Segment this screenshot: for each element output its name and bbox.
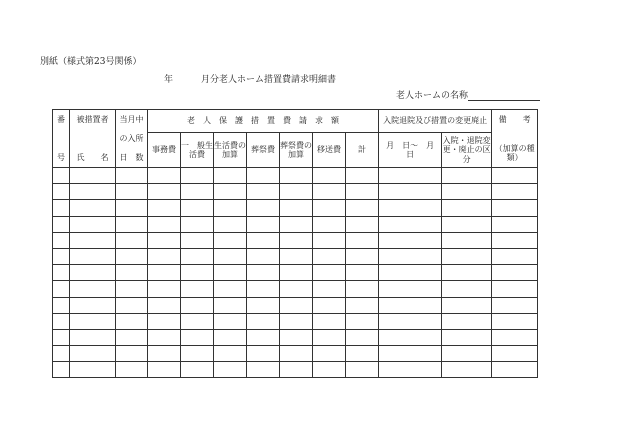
table-cell[interactable] bbox=[379, 184, 442, 200]
header-living-addition: 生活費の加算 bbox=[214, 133, 247, 168]
table-cell[interactable] bbox=[181, 200, 214, 216]
table-cell[interactable] bbox=[181, 168, 214, 184]
table-cell[interactable] bbox=[346, 346, 379, 362]
table-cell[interactable] bbox=[214, 200, 247, 216]
table-cell[interactable] bbox=[280, 216, 313, 232]
table-cell[interactable] bbox=[442, 297, 492, 313]
table-cell[interactable] bbox=[346, 200, 379, 216]
table-row bbox=[53, 168, 538, 184]
table-cell[interactable] bbox=[214, 281, 247, 297]
table-cell[interactable] bbox=[313, 184, 346, 200]
table-cell[interactable] bbox=[379, 297, 442, 313]
facility-name-label: 老人ホームの名称 bbox=[396, 91, 469, 101]
header-number: 番 号 bbox=[53, 110, 70, 168]
table-row bbox=[53, 329, 538, 345]
table-cell[interactable] bbox=[181, 346, 214, 362]
table-cell[interactable] bbox=[313, 265, 346, 281]
header-admission-group: 入院退院及び措置の変更廃止 bbox=[379, 110, 492, 133]
title-text: 月分老人ホーム措置費請求明細書 bbox=[201, 75, 337, 85]
table-cell[interactable] bbox=[442, 313, 492, 329]
table-cell[interactable] bbox=[70, 362, 116, 378]
table-cell[interactable] bbox=[70, 200, 116, 216]
table-cell[interactable] bbox=[247, 168, 280, 184]
table-cell[interactable] bbox=[148, 297, 181, 313]
table-cell[interactable] bbox=[148, 329, 181, 345]
table-cell[interactable] bbox=[247, 329, 280, 345]
table-cell[interactable] bbox=[247, 281, 280, 297]
table-cell[interactable] bbox=[247, 313, 280, 329]
header-change-category: 入院・退院変更・廃止の区分 bbox=[442, 133, 492, 168]
table-cell[interactable] bbox=[492, 362, 538, 378]
table-cell[interactable] bbox=[442, 200, 492, 216]
table-cell[interactable] bbox=[346, 297, 379, 313]
table-row bbox=[53, 313, 538, 329]
table-cell[interactable] bbox=[280, 346, 313, 362]
table-cell[interactable] bbox=[280, 184, 313, 200]
table-cell[interactable] bbox=[247, 362, 280, 378]
table-cell[interactable] bbox=[181, 216, 214, 232]
table-cell[interactable] bbox=[116, 200, 148, 216]
form-reference: 別紙（様式第23号関係） bbox=[40, 57, 142, 67]
table-cell[interactable] bbox=[346, 216, 379, 232]
table-cell[interactable] bbox=[116, 265, 148, 281]
table-cell[interactable] bbox=[280, 265, 313, 281]
facility-name-line bbox=[396, 88, 540, 101]
table-cell[interactable] bbox=[116, 232, 148, 248]
header-fee-group: 老 人 保 護 措 置 費 請 求 額 bbox=[148, 110, 379, 133]
table-cell[interactable] bbox=[492, 216, 538, 232]
table-cell[interactable] bbox=[492, 200, 538, 216]
table-cell[interactable] bbox=[70, 184, 116, 200]
table-cell[interactable] bbox=[247, 346, 280, 362]
table-cell[interactable] bbox=[492, 281, 538, 297]
table-cell[interactable] bbox=[148, 362, 181, 378]
table-cell[interactable] bbox=[247, 232, 280, 248]
table-cell[interactable] bbox=[280, 362, 313, 378]
table-cell[interactable] bbox=[492, 297, 538, 313]
table-cell[interactable] bbox=[247, 297, 280, 313]
table-cell[interactable] bbox=[53, 297, 70, 313]
table-cell[interactable] bbox=[181, 184, 214, 200]
table-cell[interactable] bbox=[280, 168, 313, 184]
table-row bbox=[53, 200, 538, 216]
table-row bbox=[53, 281, 538, 297]
table-cell[interactable] bbox=[181, 329, 214, 345]
table-cell[interactable] bbox=[53, 168, 70, 184]
table-cell[interactable] bbox=[181, 313, 214, 329]
table-cell[interactable] bbox=[442, 329, 492, 345]
table-cell[interactable] bbox=[214, 362, 247, 378]
table-cell[interactable] bbox=[116, 216, 148, 232]
table-row bbox=[53, 362, 538, 378]
table-cell[interactable] bbox=[379, 329, 442, 345]
table-cell[interactable] bbox=[148, 216, 181, 232]
table-cell[interactable] bbox=[280, 281, 313, 297]
table-cell[interactable] bbox=[214, 346, 247, 362]
table-cell[interactable] bbox=[247, 184, 280, 200]
table-cell[interactable] bbox=[214, 232, 247, 248]
table-cell[interactable] bbox=[70, 232, 116, 248]
document-title bbox=[0, 72, 630, 85]
table-cell[interactable] bbox=[492, 248, 538, 264]
table-cell[interactable] bbox=[492, 346, 538, 362]
table-cell[interactable] bbox=[313, 281, 346, 297]
table-cell[interactable] bbox=[346, 329, 379, 345]
table-cell[interactable] bbox=[379, 362, 442, 378]
table-cell[interactable] bbox=[280, 232, 313, 248]
table-cell[interactable] bbox=[214, 248, 247, 264]
table-cell[interactable] bbox=[53, 313, 70, 329]
table-cell[interactable] bbox=[442, 248, 492, 264]
table-cell[interactable] bbox=[148, 281, 181, 297]
table-cell[interactable] bbox=[442, 184, 492, 200]
table-cell[interactable] bbox=[148, 168, 181, 184]
table-cell[interactable] bbox=[116, 346, 148, 362]
table-cell[interactable] bbox=[181, 265, 214, 281]
table-cell[interactable] bbox=[492, 168, 538, 184]
table-cell[interactable] bbox=[247, 265, 280, 281]
table-cell[interactable] bbox=[116, 281, 148, 297]
table-cell[interactable] bbox=[346, 313, 379, 329]
header-funeral-addition: 葬祭費の加算 bbox=[280, 133, 313, 168]
table-cell[interactable] bbox=[313, 248, 346, 264]
table-cell[interactable] bbox=[313, 232, 346, 248]
table-cell[interactable] bbox=[346, 362, 379, 378]
table-row bbox=[53, 265, 538, 281]
table-cell[interactable] bbox=[116, 297, 148, 313]
table-cell[interactable] bbox=[379, 313, 442, 329]
table-cell[interactable] bbox=[148, 313, 181, 329]
table-cell[interactable] bbox=[492, 184, 538, 200]
table-row bbox=[53, 216, 538, 232]
table-cell[interactable] bbox=[280, 329, 313, 345]
table-cell[interactable] bbox=[313, 297, 346, 313]
table-cell[interactable] bbox=[442, 346, 492, 362]
table-cell[interactable] bbox=[442, 216, 492, 232]
table-cell[interactable] bbox=[247, 216, 280, 232]
table-cell[interactable] bbox=[116, 313, 148, 329]
header-remarks: 備 考 （加算の種類） bbox=[492, 110, 538, 168]
table-cell[interactable] bbox=[346, 281, 379, 297]
table-cell[interactable] bbox=[53, 281, 70, 297]
table-cell[interactable] bbox=[313, 216, 346, 232]
table-cell[interactable] bbox=[346, 248, 379, 264]
header-days: 当月中 の入所 日 数 bbox=[116, 110, 148, 168]
header-person-name: 被措置者 氏 名 bbox=[70, 110, 116, 168]
table-cell[interactable] bbox=[280, 200, 313, 216]
table-cell[interactable] bbox=[53, 248, 70, 264]
table-row bbox=[53, 346, 538, 362]
table-cell[interactable] bbox=[116, 184, 148, 200]
table-cell[interactable] bbox=[313, 362, 346, 378]
table-cell[interactable] bbox=[70, 313, 116, 329]
table-cell[interactable] bbox=[379, 248, 442, 264]
table-cell[interactable] bbox=[313, 313, 346, 329]
header-total: 計 bbox=[346, 133, 379, 168]
table-cell[interactable] bbox=[53, 329, 70, 345]
table-cell[interactable] bbox=[379, 265, 442, 281]
table-cell[interactable] bbox=[492, 313, 538, 329]
table-cell[interactable] bbox=[116, 248, 148, 264]
table-cell[interactable] bbox=[70, 265, 116, 281]
table-cell[interactable] bbox=[70, 297, 116, 313]
table-cell[interactable] bbox=[247, 200, 280, 216]
header-transport-fee: 移送費 bbox=[313, 133, 346, 168]
table-cell[interactable] bbox=[53, 216, 70, 232]
table-cell[interactable] bbox=[379, 168, 442, 184]
title-year: 年 bbox=[163, 75, 173, 85]
table-cell[interactable] bbox=[214, 329, 247, 345]
table-cell[interactable] bbox=[53, 346, 70, 362]
table-row bbox=[53, 232, 538, 248]
table-cell[interactable] bbox=[181, 248, 214, 264]
table-cell[interactable] bbox=[70, 329, 116, 345]
table-cell[interactable] bbox=[214, 184, 247, 200]
table-cell[interactable] bbox=[313, 346, 346, 362]
table-cell[interactable] bbox=[116, 168, 148, 184]
table-cell[interactable] bbox=[70, 168, 116, 184]
table-cell[interactable] bbox=[148, 184, 181, 200]
table-cell[interactable] bbox=[148, 232, 181, 248]
table-cell[interactable] bbox=[280, 313, 313, 329]
table-cell[interactable] bbox=[214, 168, 247, 184]
table-cell[interactable] bbox=[247, 248, 280, 264]
table-cell[interactable] bbox=[214, 297, 247, 313]
table-cell[interactable] bbox=[313, 168, 346, 184]
table-cell[interactable] bbox=[148, 248, 181, 264]
table-cell[interactable] bbox=[313, 329, 346, 345]
table-cell[interactable] bbox=[53, 362, 70, 378]
table-cell[interactable] bbox=[492, 329, 538, 345]
table-cell[interactable] bbox=[346, 265, 379, 281]
table-cell[interactable] bbox=[442, 265, 492, 281]
header-date-range: 月 日〜 月 日 bbox=[379, 133, 442, 168]
table-cell[interactable] bbox=[70, 248, 116, 264]
table-cell[interactable] bbox=[53, 184, 70, 200]
header-admin-fee: 事務費 bbox=[148, 133, 181, 168]
table-cell[interactable] bbox=[379, 232, 442, 248]
table-cell[interactable] bbox=[53, 232, 70, 248]
table-cell[interactable] bbox=[379, 281, 442, 297]
table-cell[interactable] bbox=[379, 216, 442, 232]
table-row bbox=[53, 248, 538, 264]
table-row bbox=[53, 184, 538, 200]
table-cell[interactable] bbox=[280, 297, 313, 313]
header-funeral-fee: 葬祭費 bbox=[247, 133, 280, 168]
table-cell[interactable] bbox=[379, 346, 442, 362]
table-cell[interactable] bbox=[148, 265, 181, 281]
facility-name-blank bbox=[468, 91, 540, 101]
table-cell[interactable] bbox=[181, 362, 214, 378]
table-cell[interactable] bbox=[148, 200, 181, 216]
table-cell[interactable] bbox=[116, 362, 148, 378]
table-cell[interactable] bbox=[442, 362, 492, 378]
table-cell[interactable] bbox=[492, 265, 538, 281]
header-general-living: 一 般生活費 bbox=[181, 133, 214, 168]
table-cell[interactable] bbox=[442, 168, 492, 184]
table-cell[interactable] bbox=[53, 200, 70, 216]
table-cell[interactable] bbox=[70, 346, 116, 362]
table-row bbox=[53, 297, 538, 313]
table-cell[interactable] bbox=[181, 281, 214, 297]
table-cell[interactable] bbox=[379, 200, 442, 216]
table-cell[interactable] bbox=[442, 281, 492, 297]
table-cell[interactable] bbox=[313, 200, 346, 216]
table-cell[interactable] bbox=[442, 232, 492, 248]
table-cell[interactable] bbox=[214, 265, 247, 281]
table-cell[interactable] bbox=[214, 313, 247, 329]
claim-detail-table bbox=[52, 109, 538, 378]
table-cell[interactable] bbox=[181, 232, 214, 248]
table-cell[interactable] bbox=[346, 168, 379, 184]
table-cell[interactable] bbox=[181, 297, 214, 313]
table-cell[interactable] bbox=[53, 265, 70, 281]
table-cell[interactable] bbox=[148, 346, 181, 362]
table-cell[interactable] bbox=[116, 329, 148, 345]
table-cell[interactable] bbox=[346, 232, 379, 248]
table-cell[interactable] bbox=[70, 281, 116, 297]
table-cell[interactable] bbox=[214, 216, 247, 232]
table-cell[interactable] bbox=[492, 232, 538, 248]
table-cell[interactable] bbox=[280, 248, 313, 264]
table-cell[interactable] bbox=[70, 216, 116, 232]
table-cell[interactable] bbox=[346, 184, 379, 200]
